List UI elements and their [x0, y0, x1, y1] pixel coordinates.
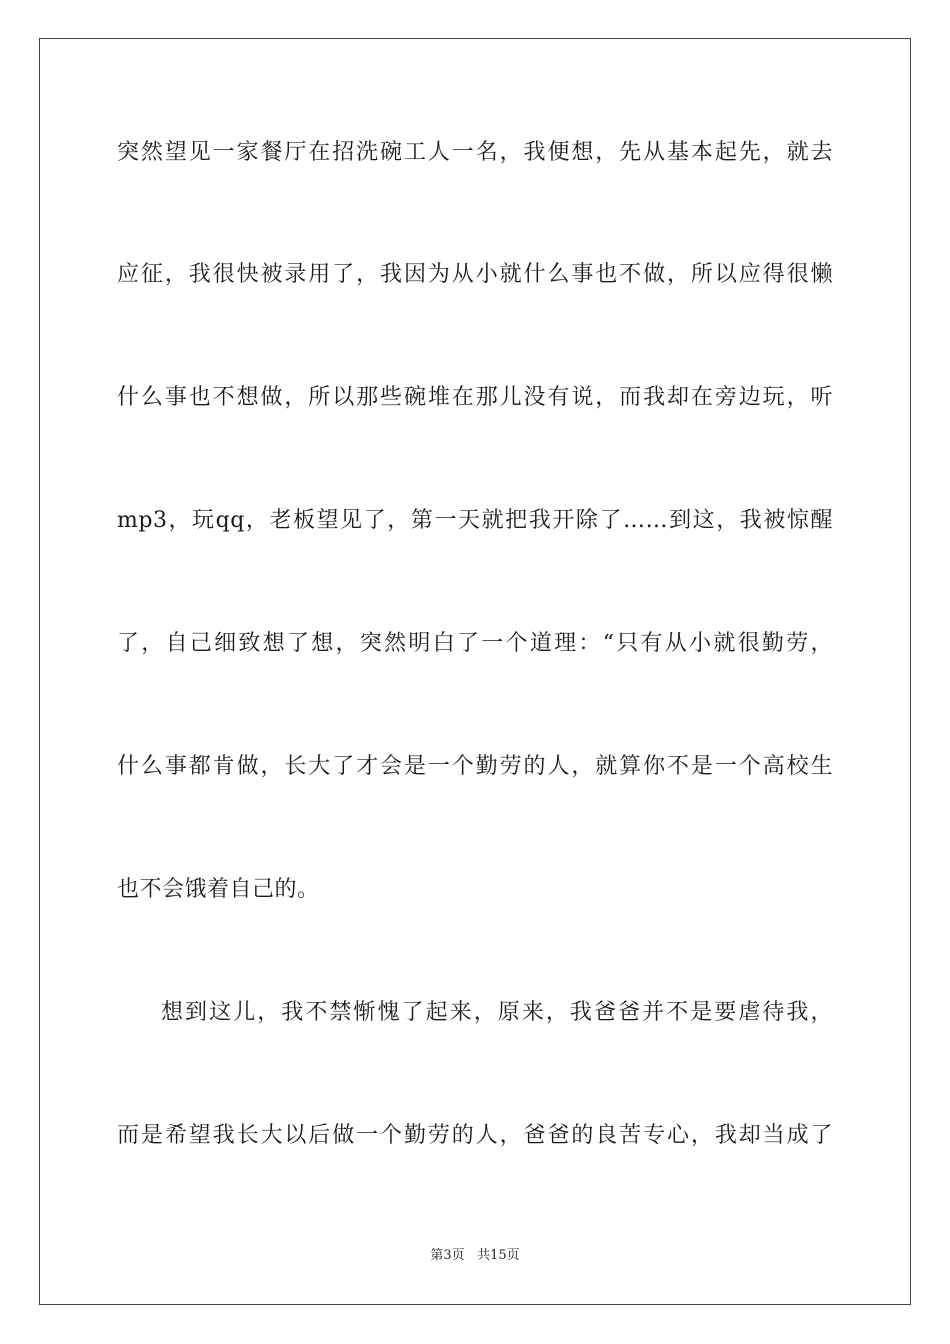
paragraph-first-line: 想到这儿，我不禁惭愧了起来，原来，我爸爸并不是要虐待我，: [161, 1000, 833, 1025]
page-border: [39, 38, 911, 1305]
page-total: 共15页: [477, 1248, 520, 1263]
page-number: 第3页: [430, 1248, 465, 1263]
text-line: 而是希望我长大以后做一个勤劳的人，爸爸的良苦专心，我却当成了: [117, 1123, 833, 1148]
text-line: 突然望见一家餐厅在招洗碗工人一名，我便想，先从基本起先，就去: [117, 140, 833, 165]
text-line: 了，自己细致想了想，突然明白了一个道理：“只有从小就很勤劳，: [117, 631, 833, 656]
text-line: mp3，玩qq，老板望见了，第一天就把我开除了……到这，我被惊醒: [117, 508, 833, 533]
page-footer: [0, 1247, 950, 1265]
text-line: 什么事也不想做，所以那些碗堆在那儿没有说，而我却在旁边玩，听: [117, 385, 833, 410]
text-line: 也不会饿着自己的。: [117, 877, 320, 902]
text-line: 什么事都肯做，长大了才会是一个勤劳的人，就算你不是一个高校生: [117, 754, 833, 779]
text-line: 应征，我很快被录用了，我因为从小就什么事也不做，所以应得很懒: [117, 262, 833, 287]
